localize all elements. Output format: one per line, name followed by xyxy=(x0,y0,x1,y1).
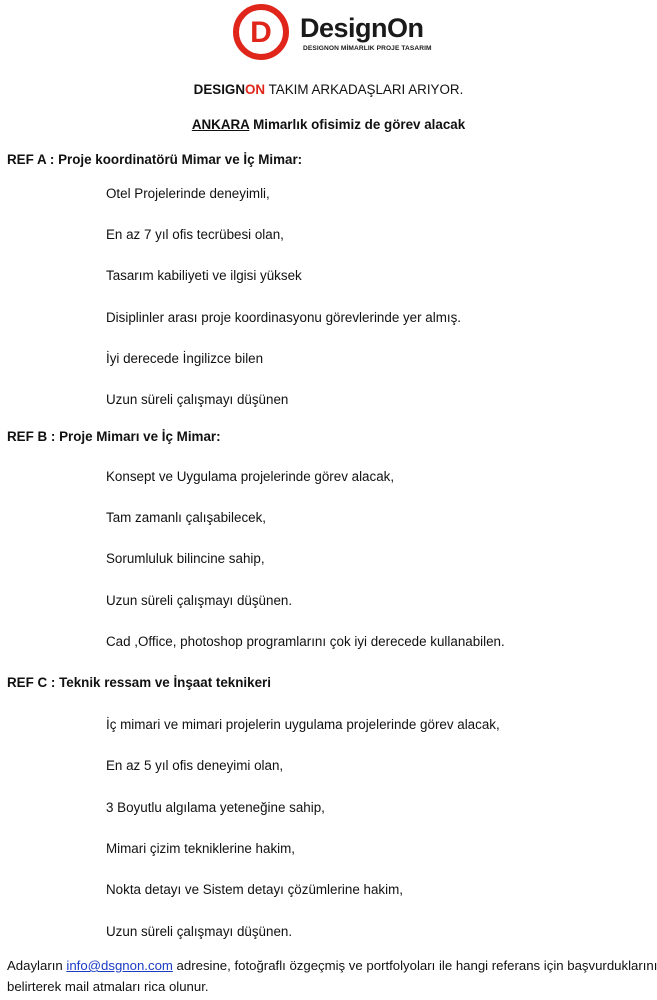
title-brand-on: ON xyxy=(245,82,266,97)
ref-b-item: Uzun süreli çalışmayı düşünen. xyxy=(106,593,293,608)
ref-c-item: Nokta detayı ve Sistem detayı çözümlerine hakim, xyxy=(106,882,403,897)
ref-c-item: İç mimari ve mimari projelerin uygulama projelerinde görev alacak, xyxy=(106,717,500,732)
ref-c-item: 3 Boyutlu algılama yeteneğine sahip, xyxy=(106,800,325,815)
designon-logo xyxy=(232,3,532,61)
email-link[interactable]: info@dsgnon.com xyxy=(66,958,173,973)
title-rest: TAKIM ARKADAŞLARI ARIYOR. xyxy=(265,82,464,97)
ref-c-item: Mimari çizim tekniklerine hakim, xyxy=(106,841,295,856)
ref-b-item: Sorumluluk bilincine sahip, xyxy=(106,551,265,566)
footer-line-2: belirterek mail atmaları rica olunur. xyxy=(7,979,209,994)
ref-b-item: Konsept ve Uygulama projelerinde görev alacak, xyxy=(106,469,395,484)
footer-line-1 xyxy=(7,958,657,974)
footer-suffix: adresine, fotoğraflı özgeçmiş ve portfolyoları ile hangi referans için başvurduklarını xyxy=(172,958,657,973)
page-subtitle xyxy=(0,117,657,133)
ref-c-item: En az 5 yıl ofis deneyimi olan, xyxy=(106,758,284,773)
ref-a-item: Tasarım kabiliyeti ve ilgisi yüksek xyxy=(106,268,302,283)
ref-a-item: İyi derecede İngilizce bilen xyxy=(106,351,264,366)
logo-name: DesignOn xyxy=(300,13,424,43)
ref-b-item: Cad ,Office, photoshop programlarını çok iyi derecede kullanabilen. xyxy=(106,634,505,649)
footer-prefix: Adayların xyxy=(7,958,67,973)
logo-letter: D xyxy=(250,16,272,49)
ref-a-item: En az 7 yıl ofis tecrübesi olan, xyxy=(106,227,284,242)
ref-c-item: Uzun süreli çalışmayı düşünen. xyxy=(106,924,293,939)
ref-b-item: Tam zamanlı çalışabilecek, xyxy=(106,510,267,525)
ref-a-title: REF A : Proje koordinatörü Mimar ve İç Mimar: xyxy=(7,152,303,167)
logo-tagline: DESIGNON MİMARLIK PROJE TASARIM xyxy=(303,45,432,52)
ref-a-item: Otel Projelerinde deneyimli, xyxy=(106,186,270,201)
logo-emblem-icon xyxy=(232,3,296,61)
subtitle-city: ANKARA xyxy=(191,117,250,132)
title-brand-design: DESIGN xyxy=(193,82,246,97)
ref-a-item: Disiplinler arası proje koordinasyonu görevlerinde yer almış. xyxy=(106,310,462,325)
ref-a-item: Uzun süreli çalışmayı düşünen xyxy=(106,392,289,407)
page-title xyxy=(0,82,657,98)
subtitle-rest: Mimarlık ofisimiz de görev alacak xyxy=(249,117,466,132)
ref-b-title: REF B : Proje Mimarı ve İç Mimar: xyxy=(7,429,221,444)
ref-c-title: REF C : Teknik ressam ve İnşaat teknikeri xyxy=(7,675,271,690)
